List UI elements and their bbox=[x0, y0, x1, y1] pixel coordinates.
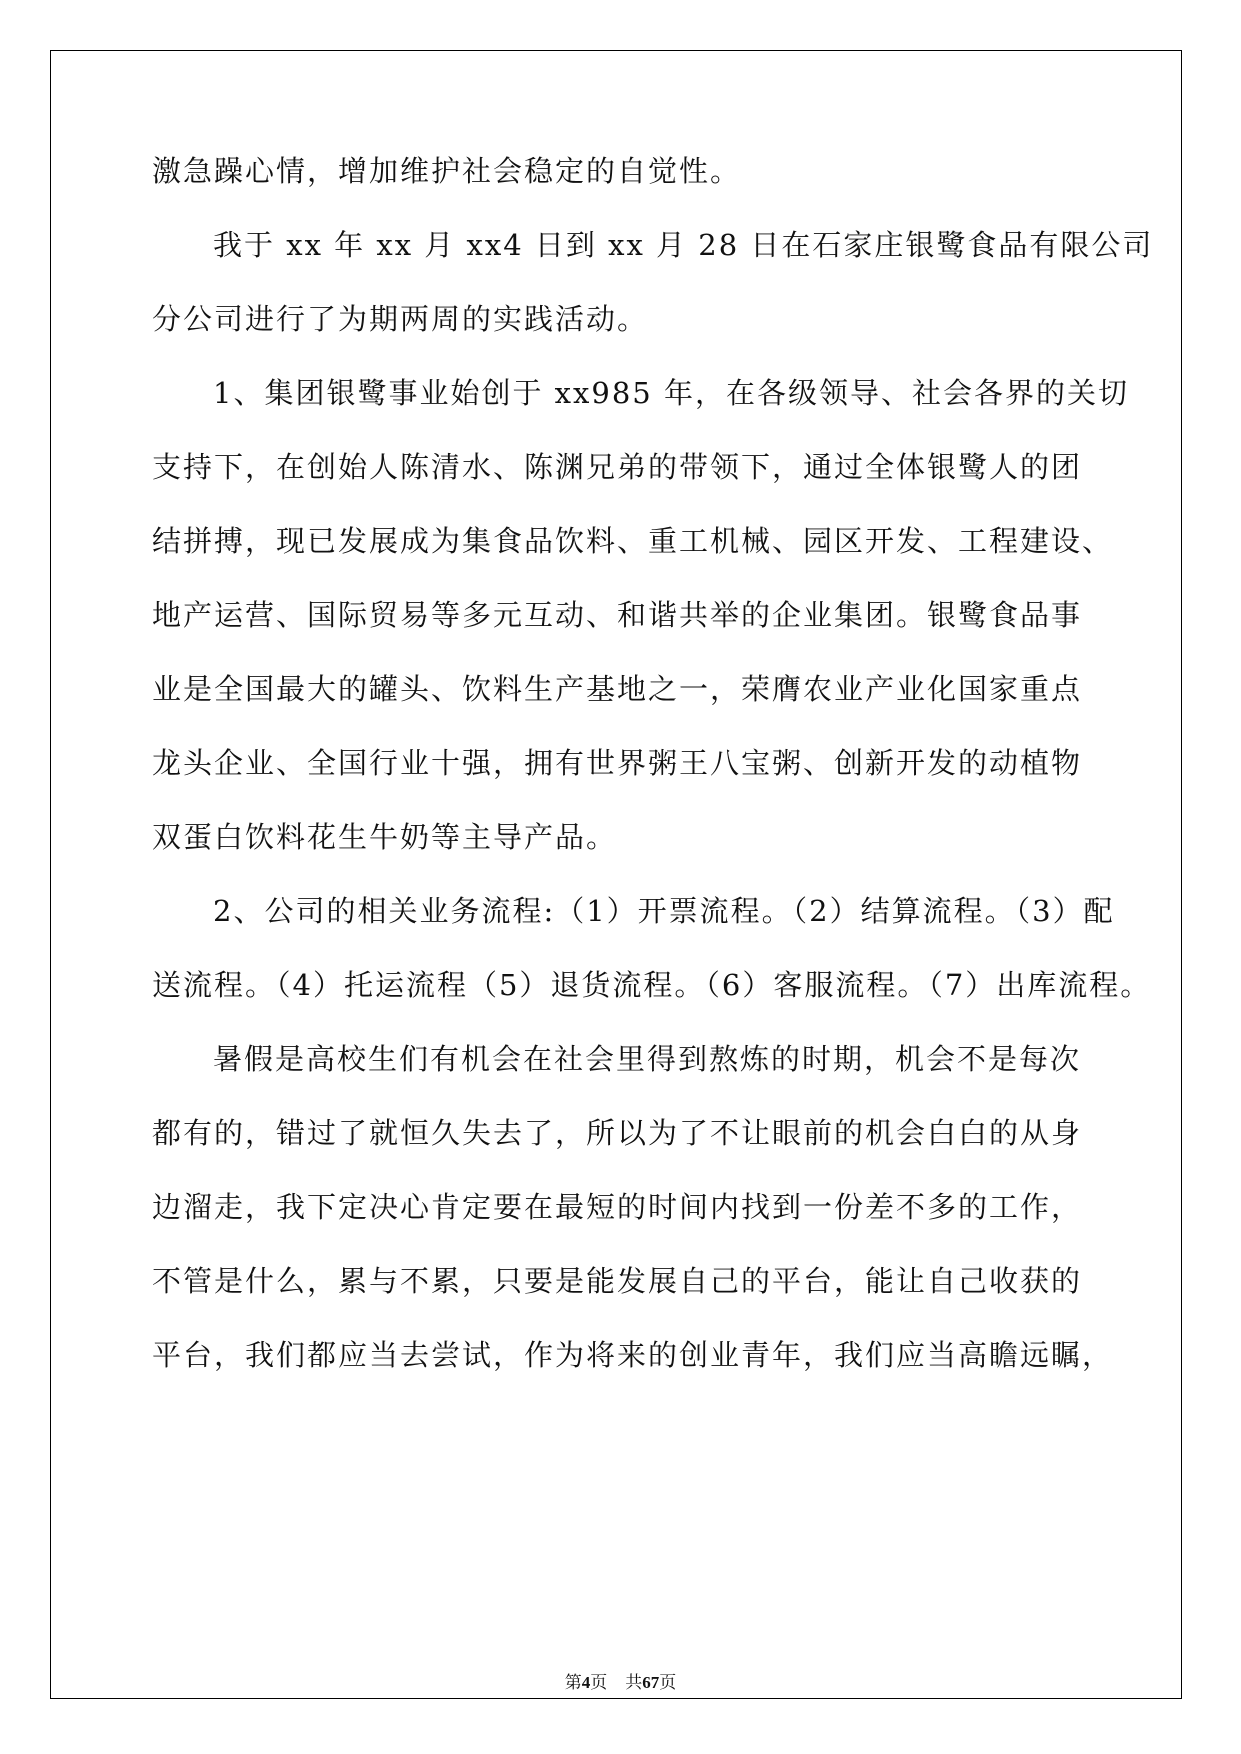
body-line-3: 分公司进行了为期两周的实践活动。 bbox=[152, 302, 649, 336]
total-suffix: 页 bbox=[659, 1673, 677, 1693]
total-pages: 67 bbox=[642, 1673, 660, 1692]
body-line-4: 1、集团银鹭事业始创于 xx985 年，在各级领导、社会各界的关切 bbox=[213, 376, 1129, 410]
page-suffix: 页 bbox=[590, 1673, 608, 1693]
body-line-12: 送流程。（4）托运流程（5）退货流程。（6）客服流程。（7）出库流程。 bbox=[152, 968, 1152, 1002]
body-line-15: 边溜走，我下定决心肯定要在最短的时间内找到一份差不多的工作， bbox=[152, 1190, 1083, 1224]
body-line-9: 龙头企业、全国行业十强，拥有世界粥王八宝粥、创新开发的动植物 bbox=[152, 746, 1083, 780]
body-line-5: 支持下，在创始人陈清水、陈渊兄弟的带领下，通过全体银鹭人的团 bbox=[152, 450, 1083, 484]
body-line-11: 2、公司的相关业务流程:（1）开票流程。（2）结算流程。（3）配 bbox=[213, 894, 1115, 928]
total-prefix: 共 bbox=[625, 1673, 643, 1693]
body-line-16: 不管是什么，累与不累，只要是能发展自己的平台，能让自己收获的 bbox=[152, 1264, 1083, 1298]
body-line-14: 都有的，错过了就恒久失去了，所以为了不让眼前的机会白白的从身 bbox=[152, 1116, 1083, 1150]
body-line-6: 结拼搏，现已发展成为集食品饮料、重工机械、园区开发、工程建设、 bbox=[152, 524, 1114, 558]
body-line-17: 平台，我们都应当去尝试，作为将来的创业青年，我们应当高瞻远瞩， bbox=[152, 1338, 1114, 1372]
body-line-10: 双蛋白饮料花生牛奶等主导产品。 bbox=[152, 820, 618, 854]
body-line-13: 暑假是高校生们有机会在社会里得到熬炼的时期，机会不是每次 bbox=[213, 1042, 1082, 1076]
page-border bbox=[50, 50, 1182, 1699]
body-line-7: 地产运营、国际贸易等多元互动、和谐共举的企业集团。银鹭食品事 bbox=[152, 598, 1083, 632]
body-line-1: 激急躁心情，增加维护社会稳定的自觉性。 bbox=[152, 154, 742, 188]
body-line-2: 我于 xx 年 xx 月 xx4 日到 xx 月 28 日在石家庄银鹭食品有限公司 bbox=[213, 228, 1154, 262]
page-prefix: 第 bbox=[564, 1673, 582, 1693]
page-number: 4 bbox=[581, 1673, 591, 1692]
body-line-8: 业是全国最大的罐头、饮料生产基地之一，荣膺农业产业化国家重点 bbox=[152, 672, 1083, 706]
page-footer bbox=[0, 1668, 1241, 1693]
